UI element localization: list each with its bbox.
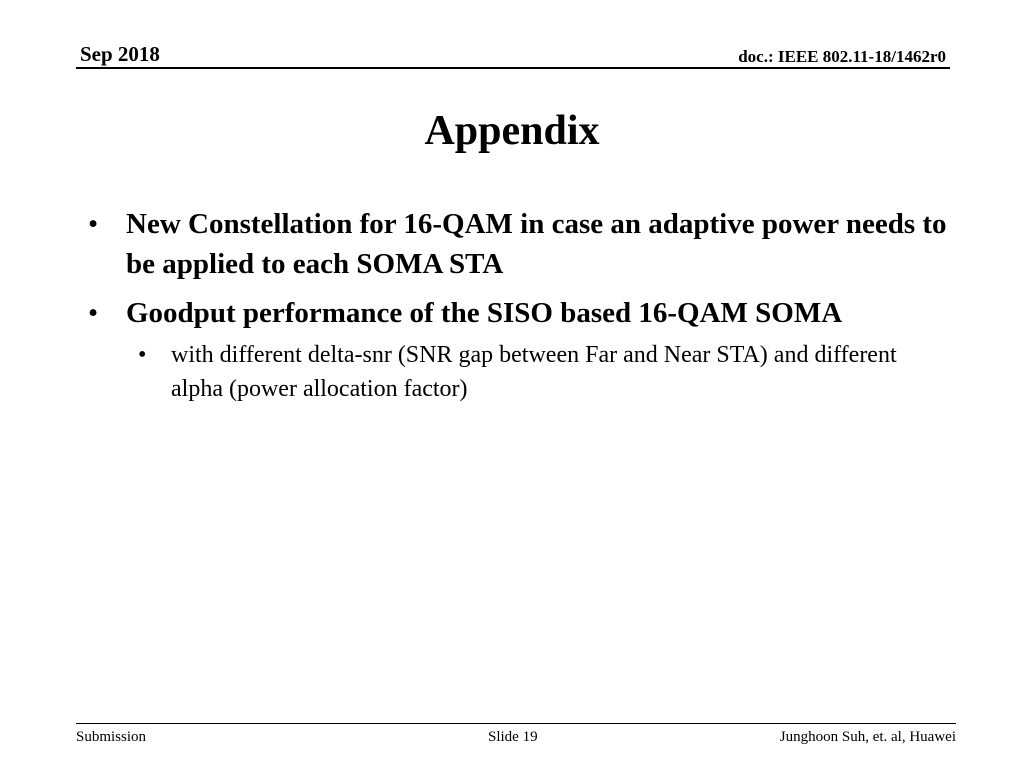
bullet-marker: • <box>88 297 99 329</box>
sub-bullet-marker: • <box>138 342 147 368</box>
bullet-marker: • <box>88 208 99 240</box>
bullet-text: Goodput performance of the SISO based 16-QAM SOMA <box>126 297 843 329</box>
bullet-item <box>88 293 948 333</box>
slide-content <box>88 204 948 406</box>
header-divider <box>76 67 950 69</box>
sub-bullet-text: with different delta-snr (SNR gap between Far and Near STA) and different alpha (power allocation factor) <box>171 342 897 402</box>
footer-divider <box>76 723 956 724</box>
bullet-text: New Constellation for 16-QAM in case an adaptive power needs to be applied to each SOMA STA <box>126 208 947 280</box>
slide-title: Appendix <box>424 108 600 154</box>
bullet-item <box>88 204 948 284</box>
header-date: Sep 2018 <box>80 42 160 66</box>
footer-submission: Submission <box>76 729 147 745</box>
sub-bullet-item <box>138 338 948 406</box>
footer-authors: Junghoon Suh, et. al, Huawei <box>779 729 956 745</box>
header-doc-id: doc.: IEEE 802.11-18/1462r0 <box>738 47 946 66</box>
footer-slide-number: Slide 19 <box>488 729 538 745</box>
